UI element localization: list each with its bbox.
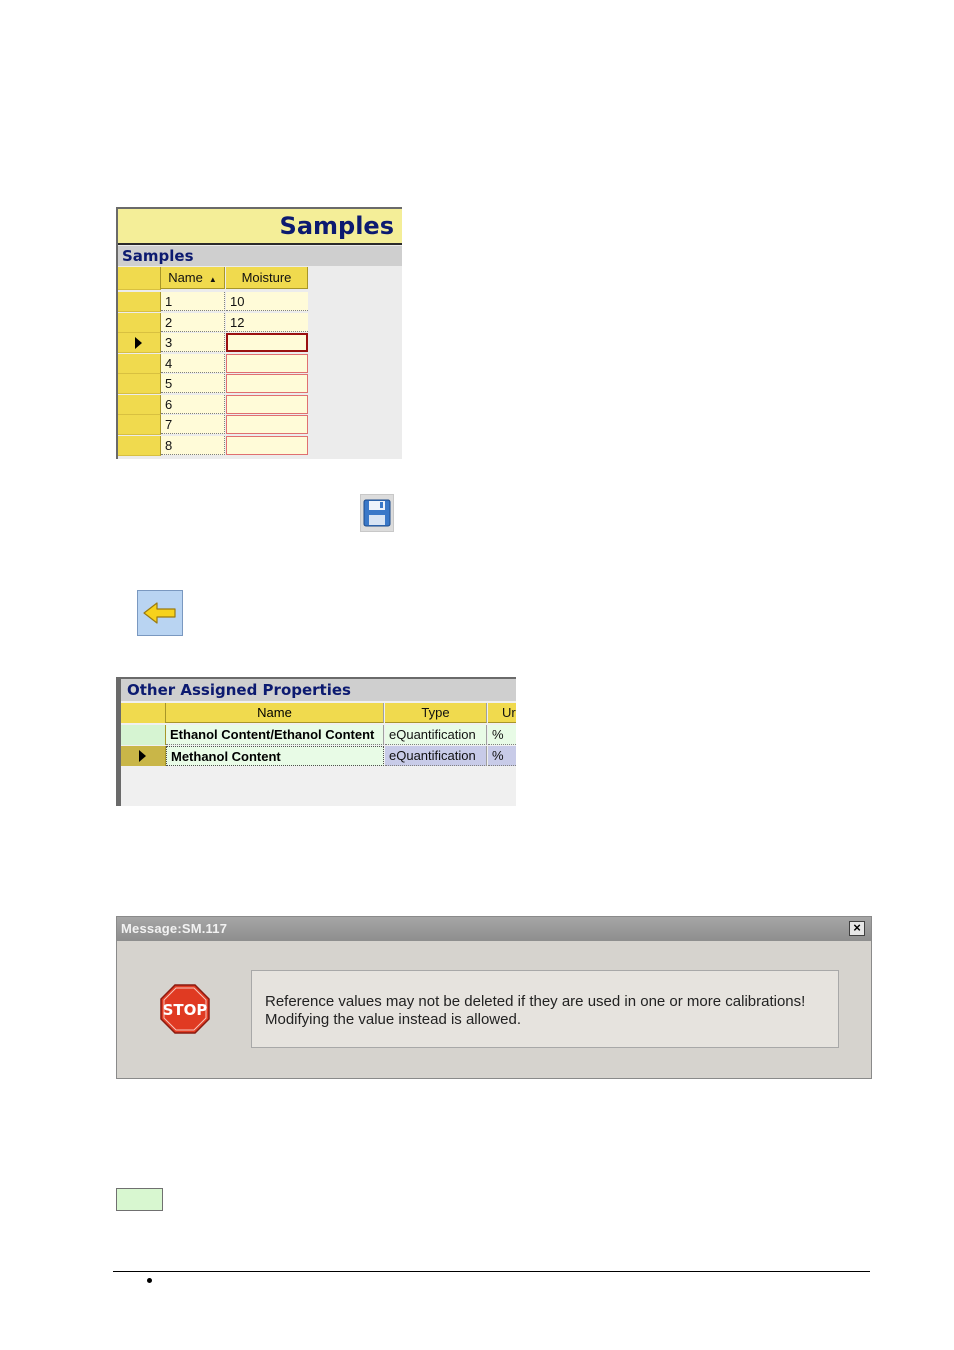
moisture-cell[interactable]	[226, 415, 308, 434]
property-name-cell[interactable]: Methanol Content	[166, 746, 384, 766]
message-textbox	[251, 970, 839, 1048]
sample-name-cell[interactable]: 3	[161, 333, 225, 352]
sample-name-cell[interactable]: 4	[161, 354, 225, 373]
bullet-icon	[147, 1278, 152, 1283]
row-selector[interactable]	[121, 746, 166, 766]
message-dialog	[116, 916, 872, 1079]
row-selector[interactable]	[118, 436, 161, 456]
property-unit-cell[interactable]: %	[488, 725, 516, 745]
column-header-type[interactable]: Type	[385, 703, 487, 723]
other-properties-title: Other Assigned Properties	[127, 681, 351, 699]
row-selector[interactable]	[118, 333, 161, 353]
row-selector[interactable]	[121, 725, 166, 745]
column-header-moisture[interactable]: Moisture	[226, 267, 308, 289]
row-selector[interactable]	[118, 395, 161, 415]
row-selector[interactable]	[118, 415, 161, 435]
column-header-name-label: Name	[168, 270, 203, 285]
sample-name-cell[interactable]: 6	[161, 395, 225, 414]
current-row-pointer-icon	[135, 337, 142, 349]
close-button[interactable]: ×	[849, 921, 865, 936]
samples-header-title: Samples	[279, 212, 394, 240]
current-row-pointer-icon	[139, 750, 146, 762]
green-status-swatch	[116, 1188, 163, 1211]
samples-grid-title: Samples	[122, 247, 194, 265]
moisture-cell[interactable]: 12	[226, 313, 308, 332]
message-line-1: Reference values may not be deleted if they are used in one or more calibrations!	[265, 993, 806, 1010]
moisture-cell-active[interactable]	[226, 333, 308, 352]
moisture-cell[interactable]	[226, 436, 308, 455]
property-name-cell[interactable]: Ethanol Content/Ethanol Content	[166, 725, 384, 745]
dialog-titlebar	[117, 917, 871, 941]
samples-grid-caption	[118, 246, 402, 266]
row-selector[interactable]	[118, 374, 161, 394]
table-row[interactable]	[121, 746, 516, 767]
message-text	[265, 993, 805, 1029]
sample-name-cell[interactable]: 1	[161, 292, 225, 311]
row-selector[interactable]	[118, 354, 161, 374]
other-properties-header	[121, 703, 516, 724]
samples-header	[118, 207, 402, 245]
moisture-cell[interactable]	[226, 374, 308, 393]
row-selector[interactable]	[118, 313, 161, 333]
property-unit-cell[interactable]: %	[488, 746, 516, 766]
other-properties-caption	[121, 679, 516, 701]
arrow-left-icon	[138, 591, 182, 635]
property-type-cell[interactable]: eQuantification	[385, 725, 487, 745]
message-line-2: Modifying the value instead is allowed.	[265, 1011, 521, 1028]
sample-name-cell[interactable]: 5	[161, 374, 225, 393]
column-header-name[interactable]: Name	[166, 703, 384, 723]
save-button[interactable]	[360, 494, 394, 532]
row-selector-header	[121, 703, 166, 723]
property-type-cell[interactable]: eQuantification	[385, 746, 487, 766]
table-row[interactable]	[121, 725, 516, 746]
column-header-unit[interactable]: Ur	[488, 703, 516, 723]
other-assigned-properties-panel	[116, 677, 516, 806]
sort-ascending-icon: ▲	[208, 275, 217, 284]
sample-name-cell[interactable]: 7	[161, 415, 225, 434]
row-selector[interactable]	[118, 292, 161, 312]
back-button[interactable]	[137, 590, 183, 636]
row-selector-header	[118, 267, 161, 290]
moisture-cell[interactable]	[226, 395, 308, 414]
sample-name-cell[interactable]: 2	[161, 313, 225, 332]
stop-sign-icon	[159, 983, 211, 1035]
floppy-disk-icon	[361, 495, 393, 531]
moisture-cell[interactable]	[226, 354, 308, 373]
dialog-title: Message:SM.117	[121, 921, 228, 936]
samples-panel	[116, 207, 402, 459]
moisture-cell[interactable]: 10	[226, 292, 308, 311]
column-header-name[interactable]	[161, 267, 225, 289]
sample-name-cell[interactable]: 8	[161, 436, 225, 455]
footer-divider	[113, 1271, 870, 1272]
stop-sign-label: STOP	[162, 1001, 208, 1019]
